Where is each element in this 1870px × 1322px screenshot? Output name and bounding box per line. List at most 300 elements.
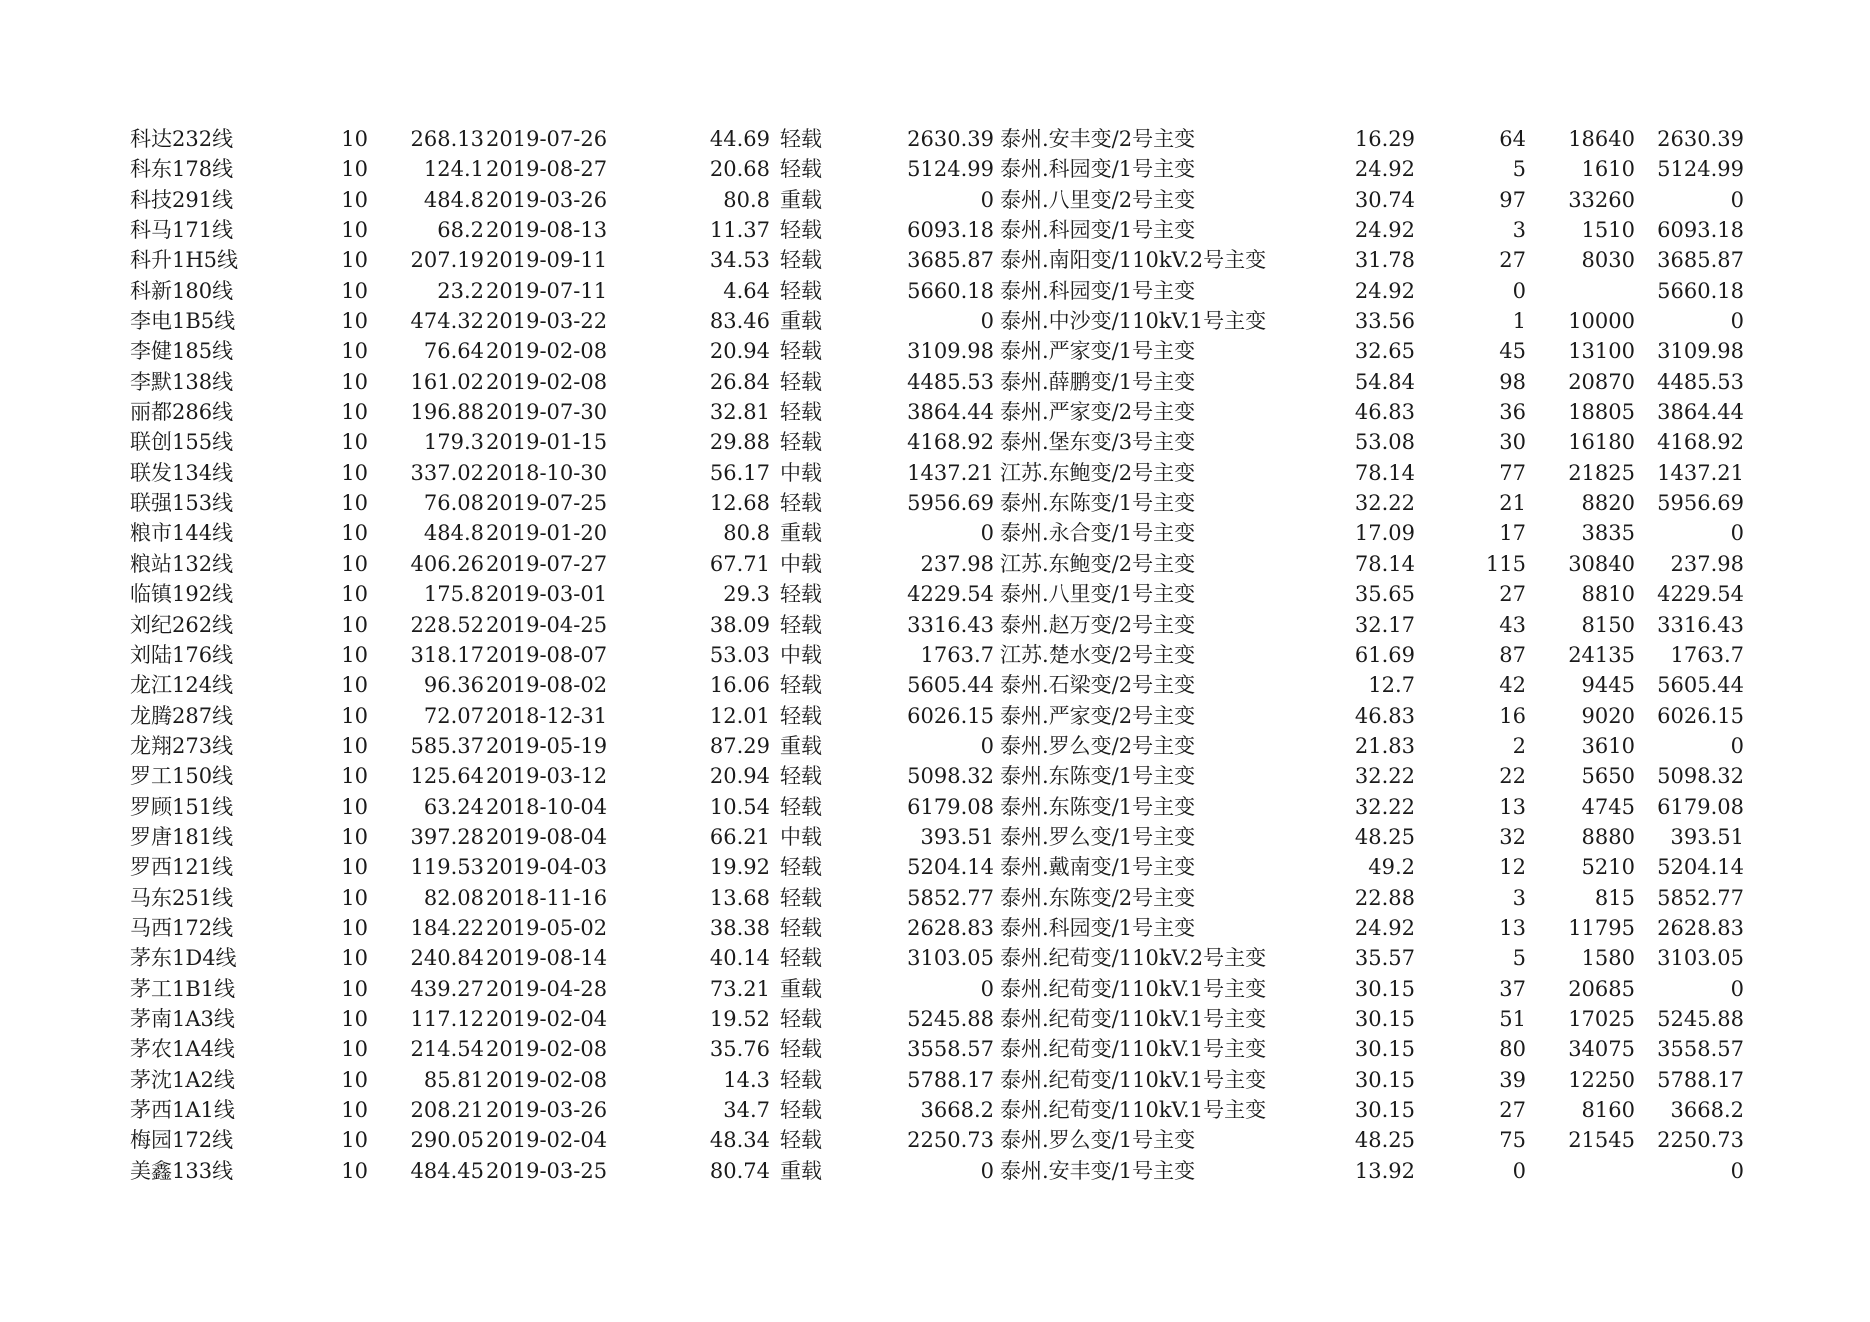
user-count-cell: 13 [1499,915,1526,940]
line-name-cell: 科升1H5线 [130,248,239,273]
load-cell: 207.19 [410,248,484,273]
date-cell: 2019-04-03 [486,855,608,880]
available-capacity-cell: 4229.54 [1657,582,1744,607]
voltage-cell: 10 [341,309,368,334]
capacity-cell: 5660.18 [907,278,994,303]
voltage-cell: 10 [341,794,368,819]
transformer-cell: 泰州.安丰变/1号主变 [1000,1158,1196,1183]
transformer-cell: 泰州.戴南变/1号主变 [1000,855,1196,880]
transformer-cell: 泰州.八里变/2号主变 [1000,187,1196,212]
user-count-cell: 36 [1499,400,1526,425]
ratio-cell: 35.57 [1354,946,1415,971]
available-capacity-cell: 393.51 [1670,824,1744,849]
user-count-cell: 77 [1499,460,1526,485]
line-name-cell: 茅西1A1线 [130,1098,235,1122]
transformer-cell: 泰州.薛鹏变/1号主变 [1000,369,1196,394]
available-capacity-cell: 5605.44 [1657,673,1744,698]
load-cell: 406.26 [410,551,484,576]
ratio-cell: 30.74 [1354,187,1415,212]
table-row [0,670,1870,700]
ratio-cell: 46.83 [1354,703,1415,728]
transformer-cell: 泰州.纪荀变/110kV.1号主变 [1000,1067,1267,1092]
table-row [0,761,1870,791]
voltage-cell: 10 [341,1098,368,1122]
kva-cell: 8810 [1581,582,1635,607]
load-state-cell: 中载 [780,824,822,849]
transformer-cell: 泰州.严家变/2号主变 [1000,400,1196,425]
load-state-cell: 重载 [780,187,822,212]
user-count-cell: 1 [1512,309,1526,334]
capacity-cell: 0 [980,976,994,1001]
date-cell: 2019-09-11 [486,248,608,273]
capacity-cell: 4485.53 [907,369,994,394]
load-rate-cell: 56.17 [709,460,770,485]
kva-cell: 8150 [1581,612,1635,637]
table-row [0,336,1870,366]
load-state-cell: 轻载 [780,157,822,182]
table-row [0,852,1870,882]
table-row [0,974,1870,1004]
load-rate-cell: 80.74 [709,1158,770,1183]
transformer-cell: 泰州.纪荀变/110kV.2号主变 [1000,946,1267,971]
load-cell: 96.36 [423,673,484,698]
load-rate-cell: 73.21 [709,976,770,1001]
date-cell: 2019-03-12 [486,764,608,789]
user-count-cell: 27 [1499,582,1526,607]
user-count-cell: 75 [1499,1128,1526,1153]
line-name-cell: 科东178线 [130,157,234,182]
load-cell: 76.08 [423,491,484,516]
voltage-cell: 10 [341,521,368,546]
table-row [0,367,1870,397]
load-rate-cell: 38.38 [709,915,770,940]
voltage-cell: 10 [341,491,368,516]
kva-cell: 12250 [1568,1067,1635,1092]
kva-cell: 13100 [1568,339,1635,364]
capacity-cell: 3109.98 [907,339,994,364]
line-name-cell: 联强153线 [130,491,234,516]
load-state-cell: 轻载 [780,1128,822,1153]
load-rate-cell: 12.01 [709,703,770,728]
kva-cell: 17025 [1568,1006,1635,1031]
capacity-cell: 3316.43 [907,612,994,637]
voltage-cell: 10 [341,824,368,849]
kva-cell: 8160 [1581,1098,1635,1122]
load-rate-cell: 32.81 [709,400,770,425]
user-count-cell: 16 [1499,703,1526,728]
capacity-cell: 5605.44 [907,673,994,698]
voltage-cell: 10 [341,369,368,394]
voltage-cell: 10 [341,400,368,425]
table-row [0,822,1870,852]
load-rate-cell: 53.03 [709,642,770,667]
load-cell: 179.3 [423,430,484,455]
ratio-cell: 24.92 [1354,157,1415,182]
kva-cell: 30840 [1568,551,1635,576]
user-count-cell: 51 [1499,1006,1526,1031]
available-capacity-cell: 3864.44 [1657,400,1744,425]
transformer-cell: 江苏.楚水变/2号主变 [1000,642,1196,667]
table-row [0,579,1870,609]
capacity-cell: 6026.15 [907,703,994,728]
table-row [0,1065,1870,1095]
voltage-cell: 10 [341,946,368,971]
table-row [0,913,1870,943]
available-capacity-cell: 5788.17 [1657,1067,1744,1092]
transformer-cell: 泰州.石梁变/2号主变 [1000,673,1196,698]
load-cell: 337.02 [410,460,484,485]
capacity-cell: 0 [980,521,994,546]
ratio-cell: 46.83 [1354,400,1415,425]
user-count-cell: 27 [1499,248,1526,273]
available-capacity-cell: 4485.53 [1657,369,1744,394]
table-row [0,518,1870,548]
date-cell: 2019-02-04 [486,1128,608,1153]
line-load-table [0,124,1870,1186]
load-cell: 484.8 [423,521,484,546]
load-cell: 208.21 [410,1098,484,1122]
kva-cell: 33260 [1568,187,1635,212]
ratio-cell: 22.88 [1354,885,1415,910]
line-name-cell: 李电1B5线 [130,309,236,334]
available-capacity-cell: 4168.92 [1657,430,1744,455]
available-capacity-cell: 6179.08 [1657,794,1744,819]
ratio-cell: 53.08 [1354,430,1415,455]
kva-cell: 815 [1594,885,1635,910]
available-capacity-cell: 2250.73 [1657,1128,1744,1153]
transformer-cell: 泰州.中沙变/110kV.1号主变 [1000,309,1267,334]
load-rate-cell: 13.68 [709,885,770,910]
voltage-cell: 10 [341,460,368,485]
kva-cell: 21825 [1568,460,1635,485]
line-name-cell: 龙江124线 [130,673,234,698]
kva-cell: 11795 [1568,915,1635,940]
kva-cell: 34075 [1568,1037,1635,1062]
user-count-cell: 98 [1499,369,1526,394]
load-state-cell: 轻载 [780,794,822,819]
load-rate-cell: 34.53 [709,248,770,273]
transformer-cell: 泰州.八里变/1号主变 [1000,582,1196,607]
capacity-cell: 5852.77 [907,885,994,910]
kva-cell: 8880 [1581,824,1635,849]
line-name-cell: 粮站132线 [130,551,234,576]
load-cell: 63.24 [423,794,484,819]
available-capacity-cell: 2630.39 [1657,127,1744,151]
load-cell: 268.13 [410,127,484,151]
transformer-cell: 泰州.罗么变/2号主变 [1000,733,1196,758]
voltage-cell: 10 [341,1037,368,1062]
ratio-cell: 35.65 [1354,582,1415,607]
line-name-cell: 美鑫133线 [130,1158,234,1183]
user-count-cell: 30 [1499,430,1526,455]
transformer-cell: 泰州.科园变/1号主变 [1000,157,1196,182]
transformer-cell: 泰州.科园变/1号主变 [1000,915,1196,940]
capacity-cell: 0 [980,1158,994,1183]
ratio-cell: 49.2 [1368,855,1415,880]
date-cell: 2019-08-14 [486,946,608,971]
transformer-cell: 泰州.科园变/1号主变 [1000,278,1196,303]
kva-cell: 16180 [1568,430,1635,455]
voltage-cell: 10 [341,582,368,607]
available-capacity-cell: 237.98 [1670,551,1744,576]
load-state-cell: 轻载 [780,491,822,516]
transformer-cell: 泰州.永合变/1号主变 [1000,521,1196,546]
load-rate-cell: 35.76 [709,1037,770,1062]
load-state-cell: 轻载 [780,339,822,364]
load-cell: 196.88 [410,400,484,425]
date-cell: 2019-07-30 [486,400,608,425]
available-capacity-cell: 3685.87 [1657,248,1744,273]
user-count-cell: 42 [1499,673,1526,698]
load-cell: 184.22 [410,915,484,940]
date-cell: 2019-03-26 [486,1098,608,1122]
ratio-cell: 24.92 [1354,915,1415,940]
load-state-cell: 中载 [780,551,822,576]
line-name-cell: 科马171线 [130,218,234,243]
line-name-cell: 茅东1D4线 [130,946,237,971]
load-cell: 474.32 [410,309,484,334]
load-cell: 68.2 [437,218,484,243]
load-cell: 76.64 [423,339,484,364]
voltage-cell: 10 [341,885,368,910]
load-state-cell: 轻载 [780,946,822,971]
table-row [0,1156,1870,1186]
load-rate-cell: 83.46 [709,309,770,334]
available-capacity-cell: 1437.21 [1657,460,1744,485]
line-name-cell: 联创155线 [130,430,234,455]
available-capacity-cell: 5956.69 [1657,491,1744,516]
available-capacity-cell: 0 [1730,1158,1744,1183]
table-row [0,185,1870,215]
line-name-cell: 罗工150线 [130,764,234,789]
transformer-cell: 泰州.纪荀变/110kV.1号主变 [1000,976,1267,1001]
load-rate-cell: 14.3 [723,1067,770,1092]
load-rate-cell: 29.3 [723,582,770,607]
date-cell: 2019-02-04 [486,1006,608,1031]
capacity-cell: 4168.92 [907,430,994,455]
load-state-cell: 重载 [780,521,822,546]
load-state-cell: 轻载 [780,218,822,243]
capacity-cell: 237.98 [920,551,994,576]
date-cell: 2018-10-30 [486,460,608,485]
load-state-cell: 轻载 [780,612,822,637]
load-rate-cell: 67.71 [709,551,770,576]
capacity-cell: 1437.21 [907,460,994,485]
user-count-cell: 0 [1512,1158,1526,1183]
ratio-cell: 48.25 [1354,1128,1415,1153]
user-count-cell: 5 [1512,946,1526,971]
ratio-cell: 32.22 [1354,794,1415,819]
load-cell: 290.05 [410,1128,484,1153]
available-capacity-cell: 3558.57 [1657,1037,1744,1062]
kva-cell: 5210 [1581,855,1635,880]
user-count-cell: 27 [1499,1098,1526,1122]
table-row [0,549,1870,579]
kva-cell: 1580 [1581,946,1635,971]
date-cell: 2019-04-25 [486,612,608,637]
line-name-cell: 茅工1B1线 [130,976,236,1001]
ratio-cell: 78.14 [1354,460,1415,485]
date-cell: 2018-11-16 [486,885,608,910]
capacity-cell: 5245.88 [907,1006,994,1031]
voltage-cell: 10 [341,976,368,1001]
line-name-cell: 刘纪262线 [130,612,234,637]
table-row [0,488,1870,518]
ratio-cell: 30.15 [1354,1067,1415,1092]
voltage-cell: 10 [341,1158,368,1183]
line-name-cell: 茅南1A3线 [130,1006,235,1031]
load-state-cell: 轻载 [780,1006,822,1031]
load-rate-cell: 80.8 [723,521,770,546]
table-row [0,427,1870,457]
date-cell: 2019-02-08 [486,339,608,364]
load-state-cell: 中载 [780,642,822,667]
line-name-cell: 丽都286线 [130,400,234,425]
load-state-cell: 轻载 [780,278,822,303]
user-count-cell: 39 [1499,1067,1526,1092]
date-cell: 2019-08-27 [486,157,608,182]
load-state-cell: 轻载 [780,127,822,151]
transformer-cell: 泰州.纪荀变/110kV.1号主变 [1000,1006,1267,1031]
voltage-cell: 10 [341,218,368,243]
available-capacity-cell: 6093.18 [1657,218,1744,243]
available-capacity-cell: 3668.2 [1670,1098,1744,1122]
capacity-cell: 2250.73 [907,1128,994,1153]
load-state-cell: 轻载 [780,430,822,455]
load-rate-cell: 4.64 [723,278,770,303]
load-cell: 484.8 [423,187,484,212]
line-name-cell: 粮市144线 [130,521,234,546]
table-row [0,883,1870,913]
line-name-cell: 马西172线 [130,915,234,940]
voltage-cell: 10 [341,673,368,698]
ratio-cell: 21.83 [1354,733,1415,758]
transformer-cell: 泰州.纪荀变/110kV.1号主变 [1000,1037,1267,1062]
load-rate-cell: 29.88 [709,430,770,455]
load-state-cell: 轻载 [780,1098,822,1122]
line-name-cell: 科新180线 [130,278,234,303]
ratio-cell: 12.7 [1368,673,1415,698]
date-cell: 2019-01-20 [486,521,608,546]
load-rate-cell: 34.7 [723,1098,770,1122]
load-rate-cell: 44.69 [709,127,770,151]
ratio-cell: 24.92 [1354,278,1415,303]
table-row [0,701,1870,731]
capacity-cell: 3668.2 [920,1098,994,1122]
load-state-cell: 重载 [780,976,822,1001]
date-cell: 2019-07-27 [486,551,608,576]
date-cell: 2019-07-25 [486,491,608,516]
transformer-cell: 泰州.东陈变/1号主变 [1000,764,1196,789]
date-cell: 2019-01-15 [486,430,608,455]
transformer-cell: 泰州.东陈变/1号主变 [1000,794,1196,819]
kva-cell: 9445 [1581,673,1635,698]
line-name-cell: 临镇192线 [130,582,234,607]
table-row [0,1125,1870,1155]
load-rate-cell: 20.94 [709,764,770,789]
voltage-cell: 10 [341,551,368,576]
voltage-cell: 10 [341,187,368,212]
load-cell: 228.52 [410,612,484,637]
date-cell: 2019-04-28 [486,976,608,1001]
user-count-cell: 12 [1499,855,1526,880]
voltage-cell: 10 [341,278,368,303]
capacity-cell: 5124.99 [907,157,994,182]
line-name-cell: 茅沈1A2线 [130,1067,235,1092]
load-cell: 125.64 [410,764,484,789]
load-rate-cell: 10.54 [709,794,770,819]
available-capacity-cell: 5245.88 [1657,1006,1744,1031]
voltage-cell: 10 [341,248,368,273]
voltage-cell: 10 [341,1006,368,1031]
line-name-cell: 茅农1A4线 [130,1037,235,1062]
kva-cell: 5650 [1581,764,1635,789]
kva-cell: 18805 [1568,400,1635,425]
user-count-cell: 80 [1499,1037,1526,1062]
user-count-cell: 22 [1499,764,1526,789]
available-capacity-cell: 1763.7 [1670,642,1744,667]
load-state-cell: 轻载 [780,369,822,394]
voltage-cell: 10 [341,339,368,364]
load-rate-cell: 48.34 [709,1128,770,1153]
capacity-cell: 3103.05 [907,946,994,971]
date-cell: 2019-02-08 [486,369,608,394]
date-cell: 2019-05-19 [486,733,608,758]
transformer-cell: 泰州.严家变/2号主变 [1000,703,1196,728]
ratio-cell: 30.15 [1354,1006,1415,1031]
voltage-cell: 10 [341,733,368,758]
load-cell: 318.17 [410,642,484,667]
voltage-cell: 10 [341,430,368,455]
transformer-cell: 泰州.赵万变/2号主变 [1000,612,1196,637]
date-cell: 2018-10-04 [486,794,608,819]
load-state-cell: 轻载 [780,248,822,273]
load-state-cell: 中载 [780,460,822,485]
available-capacity-cell: 5098.32 [1657,764,1744,789]
kva-cell: 18640 [1568,127,1635,151]
capacity-cell: 0 [980,187,994,212]
kva-cell: 24135 [1568,642,1635,667]
available-capacity-cell: 5124.99 [1657,157,1744,182]
kva-cell: 4745 [1581,794,1635,819]
transformer-cell: 泰州.罗么变/1号主变 [1000,824,1196,849]
load-rate-cell: 19.52 [709,1006,770,1031]
load-cell: 82.08 [423,885,484,910]
kva-cell: 21545 [1568,1128,1635,1153]
ratio-cell: 33.56 [1354,309,1415,334]
table-row [0,215,1870,245]
date-cell: 2019-08-02 [486,673,608,698]
capacity-cell: 3864.44 [907,400,994,425]
load-rate-cell: 40.14 [709,946,770,971]
kva-cell: 1610 [1581,157,1635,182]
capacity-cell: 0 [980,309,994,334]
ratio-cell: 17.09 [1354,521,1415,546]
ratio-cell: 32.22 [1354,764,1415,789]
ratio-cell: 32.22 [1354,491,1415,516]
load-cell: 439.27 [410,976,484,1001]
line-name-cell: 李默138线 [130,369,234,394]
user-count-cell: 0 [1512,278,1526,303]
load-rate-cell: 87.29 [709,733,770,758]
user-count-cell: 3 [1512,218,1526,243]
load-state-cell: 轻载 [780,703,822,728]
line-name-cell: 李健185线 [130,339,234,364]
capacity-cell: 4229.54 [907,582,994,607]
transformer-cell: 泰州.东陈变/1号主变 [1000,491,1196,516]
user-count-cell: 115 [1485,551,1526,576]
load-state-cell: 轻载 [780,673,822,698]
